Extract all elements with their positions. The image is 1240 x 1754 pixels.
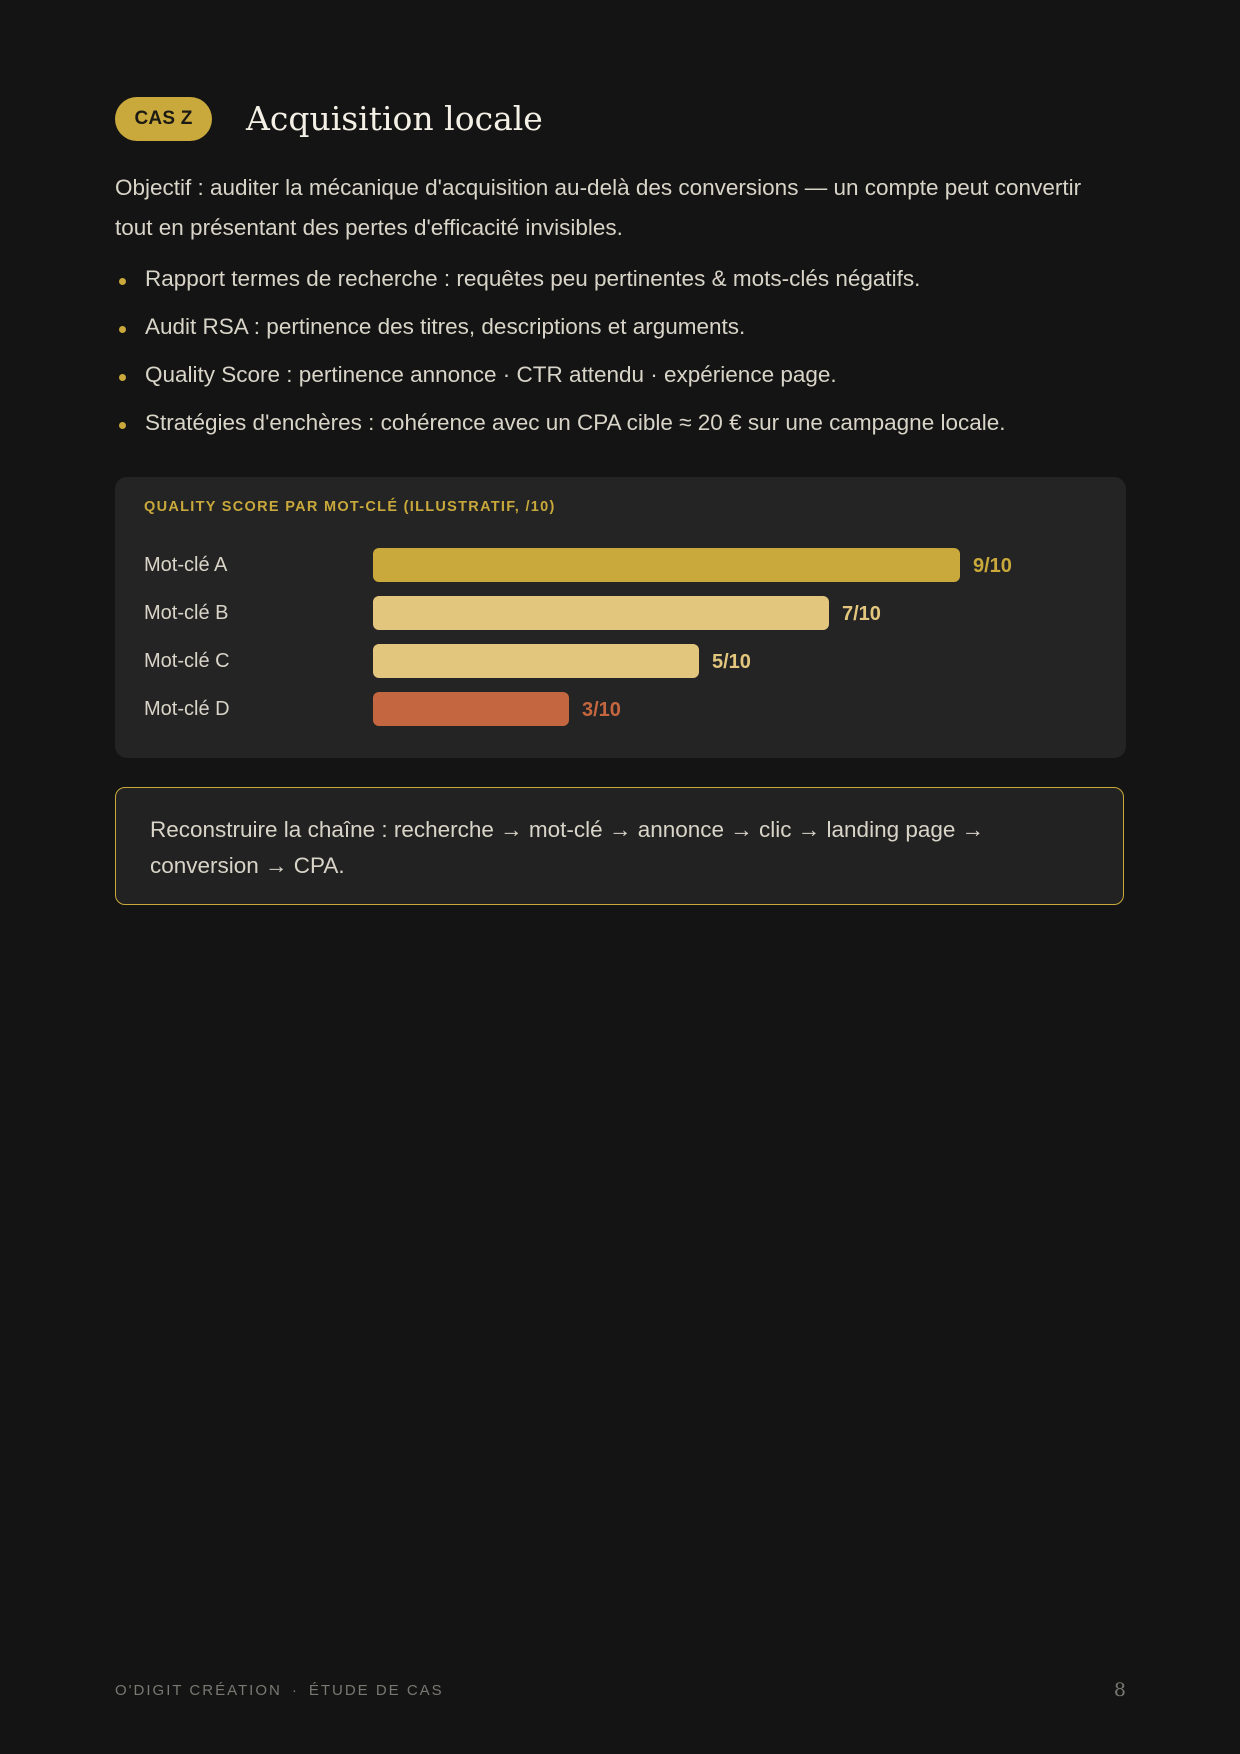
chart-row xyxy=(115,547,1126,583)
quality-score-chart xyxy=(115,477,1126,758)
chart-bar xyxy=(373,644,699,678)
footer-separator: · xyxy=(291,1682,299,1699)
bullet-item: Stratégies d'enchères : cohérence avec un CPA cible ≈ 20 € sur une campagne locale. xyxy=(115,403,1006,451)
chart-category-label: Mot-clé D xyxy=(144,698,230,720)
chart-row xyxy=(115,691,1126,727)
chart-bar xyxy=(373,692,569,726)
case-badge: CAS Z xyxy=(115,97,212,141)
chart-row xyxy=(115,595,1126,631)
footer-brand-name: O'DIGIT CRÉATION xyxy=(115,1682,282,1699)
page-number: 8 xyxy=(1113,1679,1126,1701)
chart-value-label: 3/10 xyxy=(582,699,621,721)
bullet-item: Quality Score : pertinence annonce · CTR attendu · expérience page. xyxy=(115,355,1006,403)
chart-row xyxy=(115,643,1126,679)
chart-category-label: Mot-clé C xyxy=(144,650,230,672)
chart-title: QUALITY SCORE PAR MOT-CLÉ (ILLUSTRATIF, /10) xyxy=(144,499,556,515)
chart-value-label: 5/10 xyxy=(712,651,751,673)
footer-section: ÉTUDE DE CAS xyxy=(308,1682,444,1699)
chart-category-label: Mot-clé A xyxy=(144,554,228,576)
chart-category-label: Mot-clé B xyxy=(144,602,229,624)
page xyxy=(115,0,1126,1754)
chart-bar xyxy=(373,596,829,630)
chart-value-label: 7/10 xyxy=(842,603,881,625)
chart-value-label: 9/10 xyxy=(973,555,1012,577)
intro-paragraph: Objectif : auditer la mécanique d'acquisition au-delà des conversions — un compte peut convertir tout en présentant des pertes d'efficacité invisibles. xyxy=(115,175,1082,240)
bullet-item: Audit RSA : pertinence des titres, descriptions et arguments. xyxy=(115,307,1006,355)
page-title: Acquisition locale xyxy=(246,99,543,138)
bullet-list xyxy=(115,259,1006,451)
footer-brand xyxy=(115,1682,444,1699)
header xyxy=(115,97,543,141)
chart-bar xyxy=(373,548,960,582)
callout-box xyxy=(115,787,1124,905)
callout-text: Reconstruire la chaîne : recherche → mot-clé → annonce → clic → landing page → conversion → CPA. xyxy=(150,817,985,878)
bullet-item: Rapport termes de recherche : requêtes peu pertinentes & mots-clés négatifs. xyxy=(115,259,1006,307)
